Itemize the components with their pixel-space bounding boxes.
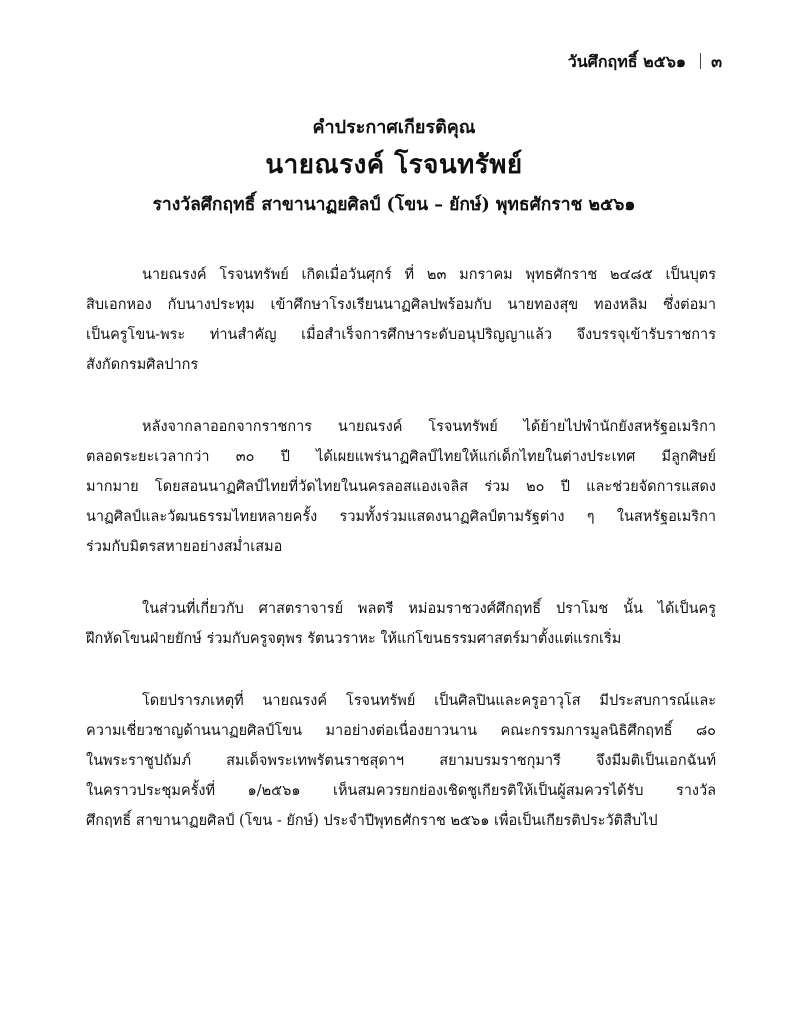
paragraph-line: โดยปรารภเหตุที่ นายณรงค์ โรจนทรัพย์ เป็นศิลปินและครูอาวุโส มีประสบการณ์และ: [142, 693, 716, 709]
paragraph-line: สิบเอกหอง กับนางประทุม เข้าศึกษาโรงเรียนนาฏศิลปพร้อมกับ นายทองสุข ทองหลิม ซึ่งต่อมา: [86, 297, 716, 313]
document-heading: คำประกาศเกียรติคุณ: [312, 117, 476, 138]
paragraph: [86, 260, 716, 380]
paragraph: [86, 594, 716, 654]
paragraph-line: ในคราวประชุมครั้งที่ ๑/๒๕๖๑ เห็นสมควรยกย่องเชิดชูเกียรติให้เป็นผู้สมควรได้รับ รางวัล: [86, 783, 716, 799]
paragraph: [86, 686, 716, 836]
running-title: วันศึกฤทธิ์ ๒๕๖๑: [567, 52, 687, 71]
paragraph-line: เป็นครูโขน-พระ ท่านสำคัญ เมื่อสำเร็จการศึกษาระดับอนุปริญญาแล้ว จึงบรรจุเข้ารับราชการ: [86, 327, 716, 343]
award-title: รางวัลศึกฤทธิ์ สาขานาฏยศิลป์ (โขน – ยักษ์) พุทธศักราช ๒๕๖๑: [152, 195, 636, 215]
paragraph-line: ในส่วนที่เกี่ยวกับ ศาสตราจารย์ พลตรี หม่อมราชวงศ์ศึกฤทธิ์ ปราโมช นั้น ได้เป็นครู: [142, 601, 716, 617]
paragraph-line: สังกัดกรมศิลปากร: [86, 357, 199, 373]
page-number: ๓: [711, 52, 722, 71]
paragraph-line: ฝึกหัดโขนฝ่ายยักษ์ ร่วมกับครูจตุพร รัตนวราหะ ให้แก่โขนธรรมศาสตร์มาตั้งแต่แรกเริ่ม: [86, 631, 622, 647]
paragraph-line: ตลอดระยะเวลากว่า ๓๐ ปี ได้เผยแพร่นาฏศิลป์ไทยให้แก่เด็กไทยในต่างประเทศ มีลูกศิษย์: [86, 449, 716, 465]
paragraph-line: นาฏศิลป์และวัฒนธรรมไทยหลายครั้ง รวมทั้งร่วมแสดงนาฏศิลป์ตามรัฐต่าง ๆ ในสหรัฐอเมริกา: [86, 509, 716, 525]
paragraph-line: ศึกฤทธิ์ สาขานาฏยศิลป์ (โขน - ยักษ์) ประจำปีพุทธศักราช ๒๕๖๑ เพื่อเป็นเกียรติประวัติสืบไป: [86, 813, 658, 829]
paragraph-line: นายณรงค์ โรจนทรัพย์ เกิดเมื่อวันศุกร์ ที่ ๒๓ มกราคม พุทธศักราช ๒๔๘๕ เป็นบุตร: [142, 267, 716, 283]
paragraph-line: ในพระราชูปถัมภ์ สมเด็จพระเทพรัตนราชสุดาฯ สยามบรมราชกุมารี จึงมีมติเป็นเอกฉันท์: [86, 753, 716, 769]
citation-body: [86, 260, 716, 868]
paragraph-line: ความเชี่ยวชาญด้านนาฏยศิลป์โขน มาอย่างต่อเนื่องยาวนาน คณะกรรมการมูลนิธิศึกฤทธิ์ ๘๐: [86, 723, 716, 739]
honoree-name: นายณรงค์ โรจนทรัพย์: [265, 150, 523, 180]
header-divider: [700, 53, 701, 69]
paragraph: [86, 412, 716, 562]
paragraph-line: มากมาย โดยสอนนาฏศิลป์ไทยที่วัดไทยในนครลอสแองเจลิส ร่วม ๒๐ ปี และช่วยจัดการแสดง: [86, 479, 716, 495]
paragraph-line: ร่วมกับมิตรสหายอย่างสม่ำเสมอ: [86, 539, 283, 555]
paragraph-line: หลังจากลาออกจากราชการ นายณรงค์ โรจนทรัพย์ ได้ย้ายไปพำนักยังสหรัฐอเมริกา: [142, 419, 716, 435]
running-header: [568, 50, 722, 75]
